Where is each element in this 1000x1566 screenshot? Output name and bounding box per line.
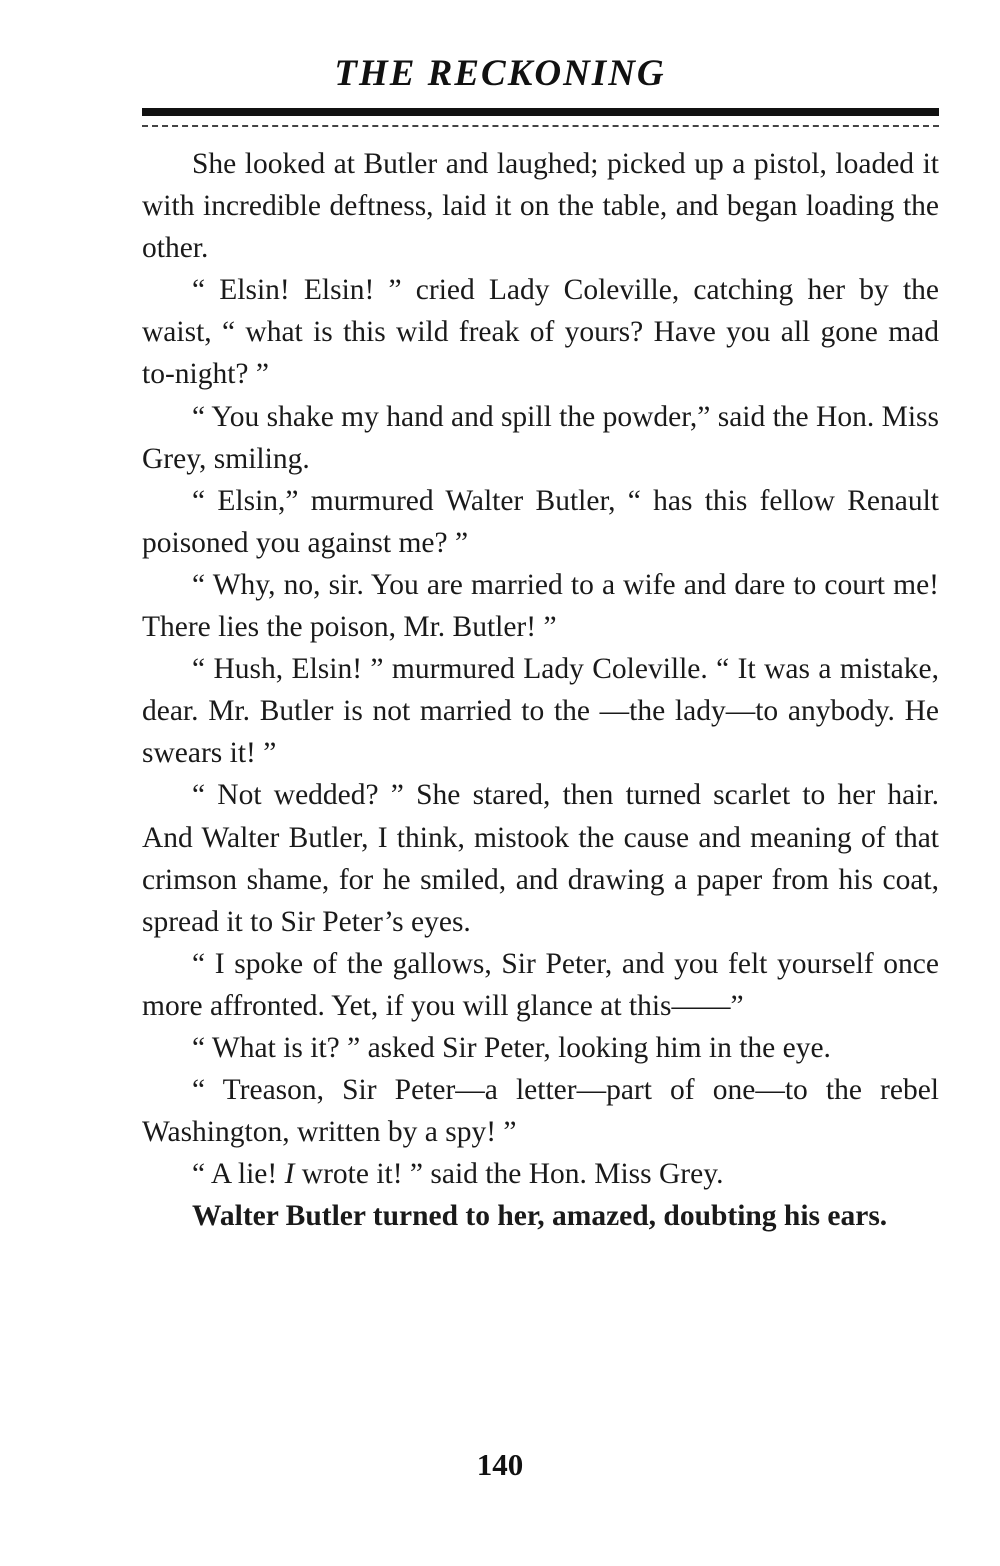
header-rule-thick <box>142 108 939 116</box>
paragraph-italic-emphasis <box>142 1153 939 1195</box>
paragraph-part: “ A lie! <box>192 1158 285 1191</box>
paragraph: “ Not wedded? ” She stared, then turned scarlet to her hair. And Walter Butler, I think, mistook the cause and meaning of that crimson shame, for he smiled, and drawing a paper from his coat, spread it to Sir Peter’s eyes. <box>142 779 939 938</box>
paragraph: “ Elsin,” murmured Walter Butler, “ has this fellow Renault poisoned you against me? ” <box>142 484 939 559</box>
paragraph: “ What is it? ” asked Sir Peter, looking him in the eye. <box>192 1031 831 1064</box>
body-text <box>142 143 939 1237</box>
page-number: 140 <box>476 1447 524 1482</box>
italic-emphasis: I <box>284 1158 295 1191</box>
running-head: THE RECKONING <box>334 53 666 94</box>
header-rule-thin <box>142 125 939 127</box>
paragraph-last: Walter Butler turned to her, amazed, doubting his ears. <box>192 1200 888 1233</box>
paragraph: She looked at Butler and laughed; picked up a pistol, loaded it with incredible deftness, laid it on the table, and began loading the other. <box>142 148 939 265</box>
paragraph: “ You shake my hand and spill the powder,” said the Hon. Miss Grey, smiling. <box>142 400 939 475</box>
paragraph: “ Why, no, sir. You are married to a wife and dare to court me! There lies the poison, Mr. Butler! ” <box>142 568 939 644</box>
paragraph: “ Treason, Sir Peter—a letter—part of one—to the rebel Washington, written by a spy! ” <box>142 1074 939 1149</box>
paragraph: “ I spoke of the gallows, Sir Peter, and you felt yourself once more affronted. Yet, if you will glance at this——” <box>142 947 939 1022</box>
paragraph: “ Elsin! Elsin! ” cried Lady Coleville, catching her by the waist, “ what is this wild freak of yours? Have you all gone mad to-night? ” <box>142 274 939 391</box>
paragraph: “ Hush, Elsin! ” murmured Lady Coleville. “ It was a mistake, dear. Mr. Butler is not married to the —the lady—to anybody. He swears it! ” <box>142 653 939 770</box>
paragraph-part: wrote it! ” said the Hon. Miss Grey. <box>294 1158 724 1191</box>
